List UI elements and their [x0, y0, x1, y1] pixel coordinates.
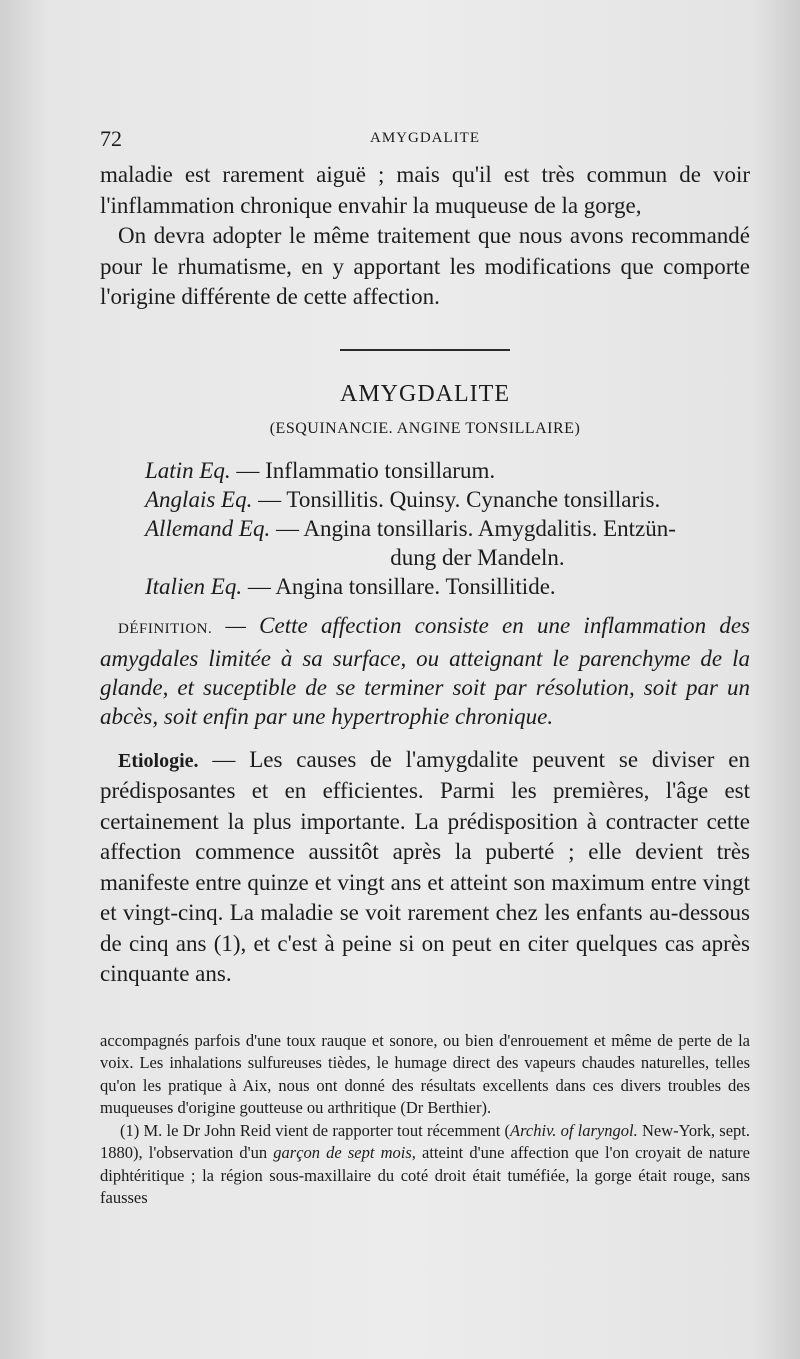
- footnote-1-part-c: atteint d'une affection que l'on croyait de nature diphtéritique ; la région sous-maxillaire du coté droit était tuméfiée, la gorge était rouge, sans fausses: [100, 1143, 751, 1207]
- intro-paragraph-treatment: On devra adopter le même traitement que nous avons recommandé pour le rhumatisme, en y apportant les modifications que comporte l'origine différente de cette affection.: [100, 223, 750, 309]
- definition-text: — Cette affection consiste en une inflammation des amygdales limitée à sa surface, ou atteignant le parenchyme de la glande, et suceptible de se terminer soit par résolution, soit par un abcès, soit enfin par une hypertrophie chronique.: [100, 612, 751, 729]
- article-title: AMYGDALITE: [340, 380, 510, 407]
- etiology-label: Etiologie.: [118, 749, 199, 772]
- footnote-1: [100, 1120, 750, 1210]
- equivalent-language: Anglais Eq.: [145, 486, 253, 512]
- equivalent-language: Allemand Eq.: [145, 515, 271, 541]
- equivalent-german: [100, 514, 750, 572]
- intro-paragraph-continued: maladie est rarement aiguë ; mais qu'il est très commun de voir l'inflammation chronique envahir la muqueuse de la gorge,: [100, 162, 750, 218]
- equivalent-latin: [100, 456, 750, 485]
- equivalent-text: — Angina tonsillare. Tonsillitide.: [247, 573, 556, 599]
- definition-paragraph: [100, 611, 750, 731]
- article-subtitle: (ESQUINANCIE. ANGINE TONSILLAIRE): [269, 419, 581, 437]
- page-number: 72: [100, 126, 122, 151]
- footnote-1-journal: Archiv. of laryngol.: [510, 1120, 638, 1140]
- equivalent-language: Latin Eq.: [145, 457, 231, 483]
- equivalent-language: Italien Eq.: [145, 573, 243, 599]
- page-content: [100, 122, 750, 1210]
- equivalents-list: [100, 456, 750, 601]
- footnote-continued: accompagnés parfois d'une toux rauque et sonore, ou bien d'enrouement et même de perte de la voix. Les inhalations sulfureuses tièdes, le humage direct des vapeurs chaudes naturelles, telles qu'on les pratique à Aix, nous ont donné des résultats excellents dans ces divers troubles des muqueuses d'origine goutteuse ou arthritique (Dr Berthier).: [100, 1030, 750, 1117]
- footnotes: [100, 1030, 750, 1210]
- equivalent-italian: [100, 572, 750, 601]
- running-title: AMYGDALITE: [370, 130, 480, 146]
- running-head: [100, 122, 750, 152]
- equivalent-text: — Angina tonsillaris. Amygdalitis. Entzün-: [275, 515, 676, 541]
- footnote-1-part-b: New-York, sept. 1880), l'observation d'un: [100, 1120, 750, 1162]
- section-divider: [340, 349, 510, 351]
- etiology-paragraph: [100, 745, 750, 990]
- definition-label: DÉFINITION.: [118, 620, 213, 637]
- equivalent-english: [100, 485, 750, 514]
- footnote-1-part-a: (1) M. le Dr John Reid vient de rapporter tout récemment (: [120, 1120, 511, 1140]
- footnote-1-case: garçon de sept mois,: [273, 1143, 416, 1162]
- etiology-text: — Les causes de l'amygdalite peuvent se diviser en prédisposantes et en efficientes. Parmi les premières, l'âge est certainement la plus importante. La prédisposition à contracter cette affection commence aussitôt après la puberté ; elle devient très manifeste entre quinze et vingt ans et atteint son maximum entre vingt et vingt-cinq. La maladie se voit rarement chez les enfants au-dessous de cinq ans (1), et c'est à peine si on peut en citer quelques cas après cinquante ans.: [100, 746, 750, 986]
- equivalent-text: — Tonsillitis. Quinsy. Cynanche tonsillaris.: [258, 486, 661, 512]
- equivalent-text: — Inflammatio tonsillarum.: [236, 457, 496, 483]
- equivalent-text-continued: dung der Mandeln.: [390, 544, 565, 570]
